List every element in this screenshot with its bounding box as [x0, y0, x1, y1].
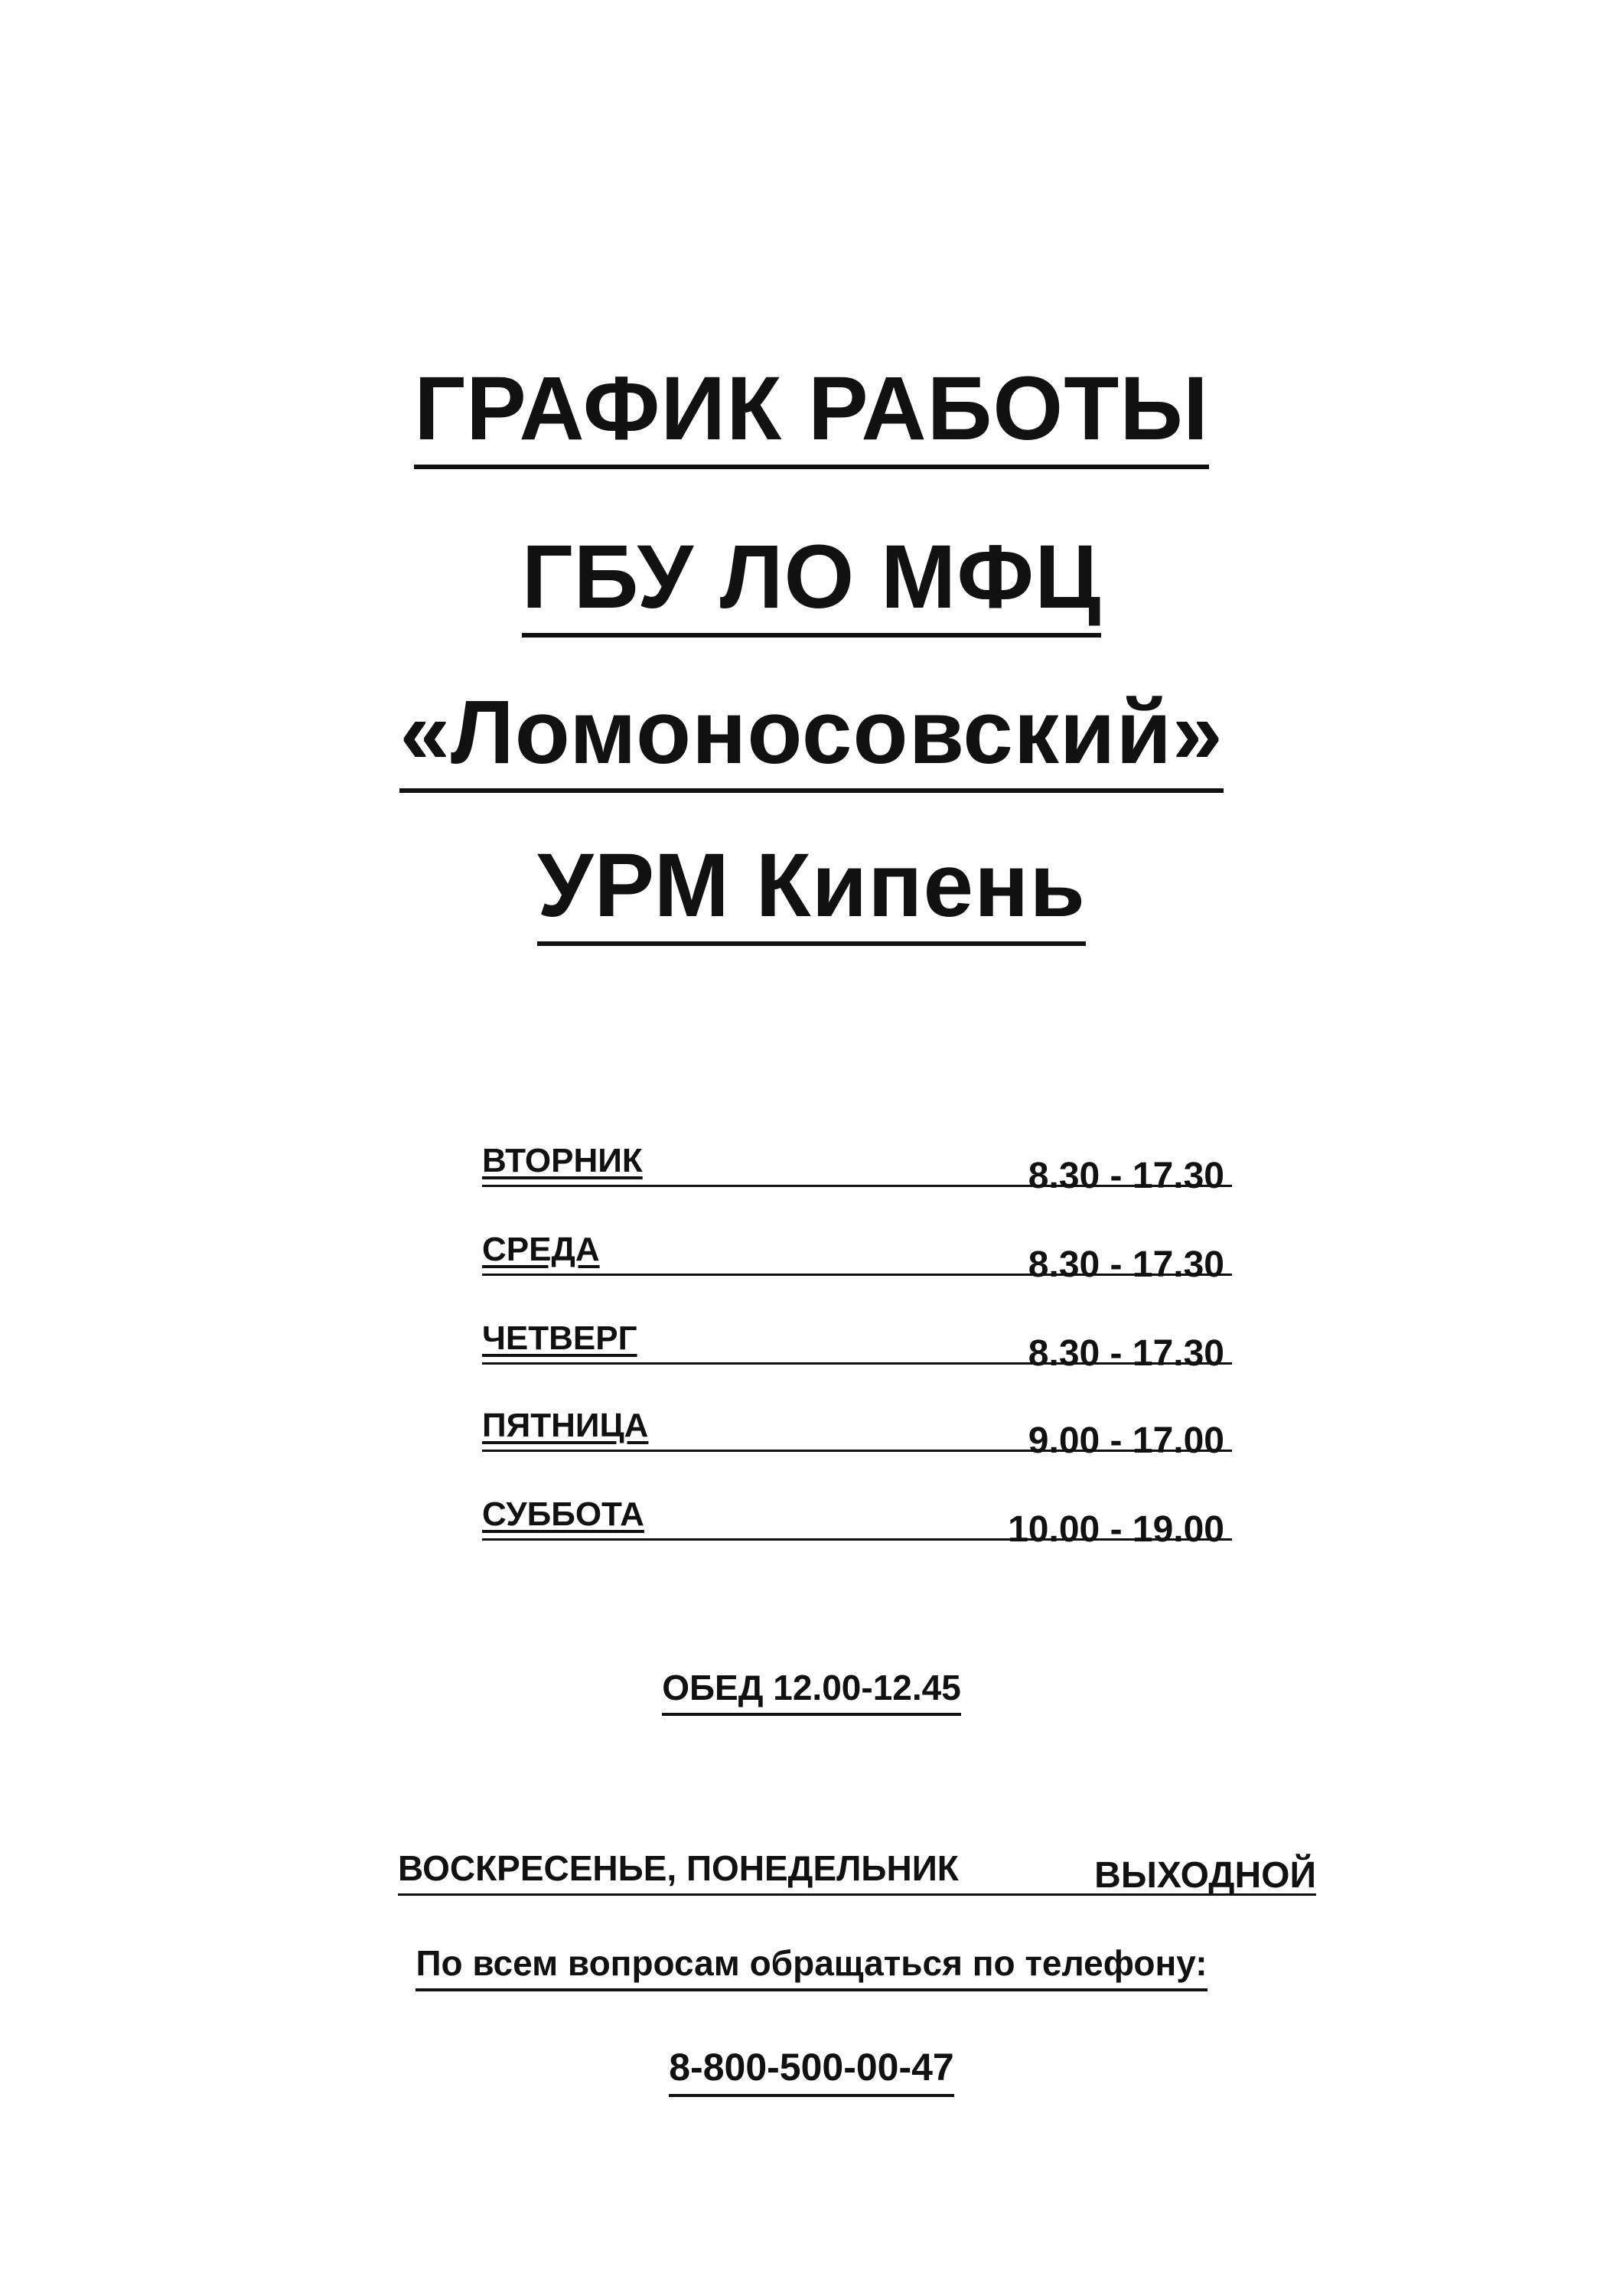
schedule-row-wednesday — [482, 1220, 1232, 1285]
schedule-hours: 8.30 - 17.30 — [1028, 1333, 1224, 1374]
title-text-2: ГБУ ЛО МФЦ — [522, 532, 1102, 638]
lunch-break — [0, 1667, 1623, 1716]
title-line-3 — [0, 682, 1623, 793]
title-text-3: «Ломоносовский» — [399, 687, 1223, 793]
schedule-day: СРЕДА — [482, 1231, 600, 1268]
schedule-row-tuesday — [482, 1131, 1232, 1196]
contact-phone — [0, 2045, 1623, 2097]
schedule-row-saturday — [482, 1485, 1232, 1550]
title-line-4 — [0, 835, 1623, 946]
days-off-days: ВОСКРЕСЕНЬЕ, ПОНЕДЕЛЬНИК — [398, 1848, 959, 1888]
contact-text: По всем вопросам обращаться по телефону: — [416, 1942, 1207, 1991]
schedule-day: ПЯТНИЦА — [482, 1407, 649, 1444]
schedule-hours: 10.00 - 19.00 — [1008, 1509, 1224, 1550]
title-line-2 — [0, 527, 1623, 638]
title-text-4: УРМ Кипень — [537, 840, 1086, 946]
schedule-day: СУББОТА — [482, 1495, 644, 1533]
schedule-hours: 8.30 - 17.30 — [1028, 1244, 1224, 1285]
lunch-text: ОБЕД 12.00-12.45 — [662, 1667, 961, 1716]
days-off-row — [398, 1843, 1316, 1896]
schedule-row-thursday — [482, 1309, 1232, 1374]
title-line-1 — [0, 358, 1623, 469]
schedule-day: ЧЕТВЕРГ — [482, 1319, 637, 1357]
schedule-row-friday — [482, 1396, 1232, 1461]
schedule-hours: 8.30 - 17.30 — [1028, 1156, 1224, 1196]
schedule-hours: 9.00 - 17.00 — [1028, 1420, 1224, 1461]
contact-note — [0, 1942, 1623, 1991]
days-off-status: ВЫХОДНОЙ — [1094, 1855, 1316, 1896]
title-text-1: ГРАФИК РАБОТЫ — [414, 364, 1209, 469]
phone-number: 8-800-500-00-47 — [669, 2045, 954, 2097]
schedule-day: ВТОРНИК — [482, 1142, 643, 1179]
